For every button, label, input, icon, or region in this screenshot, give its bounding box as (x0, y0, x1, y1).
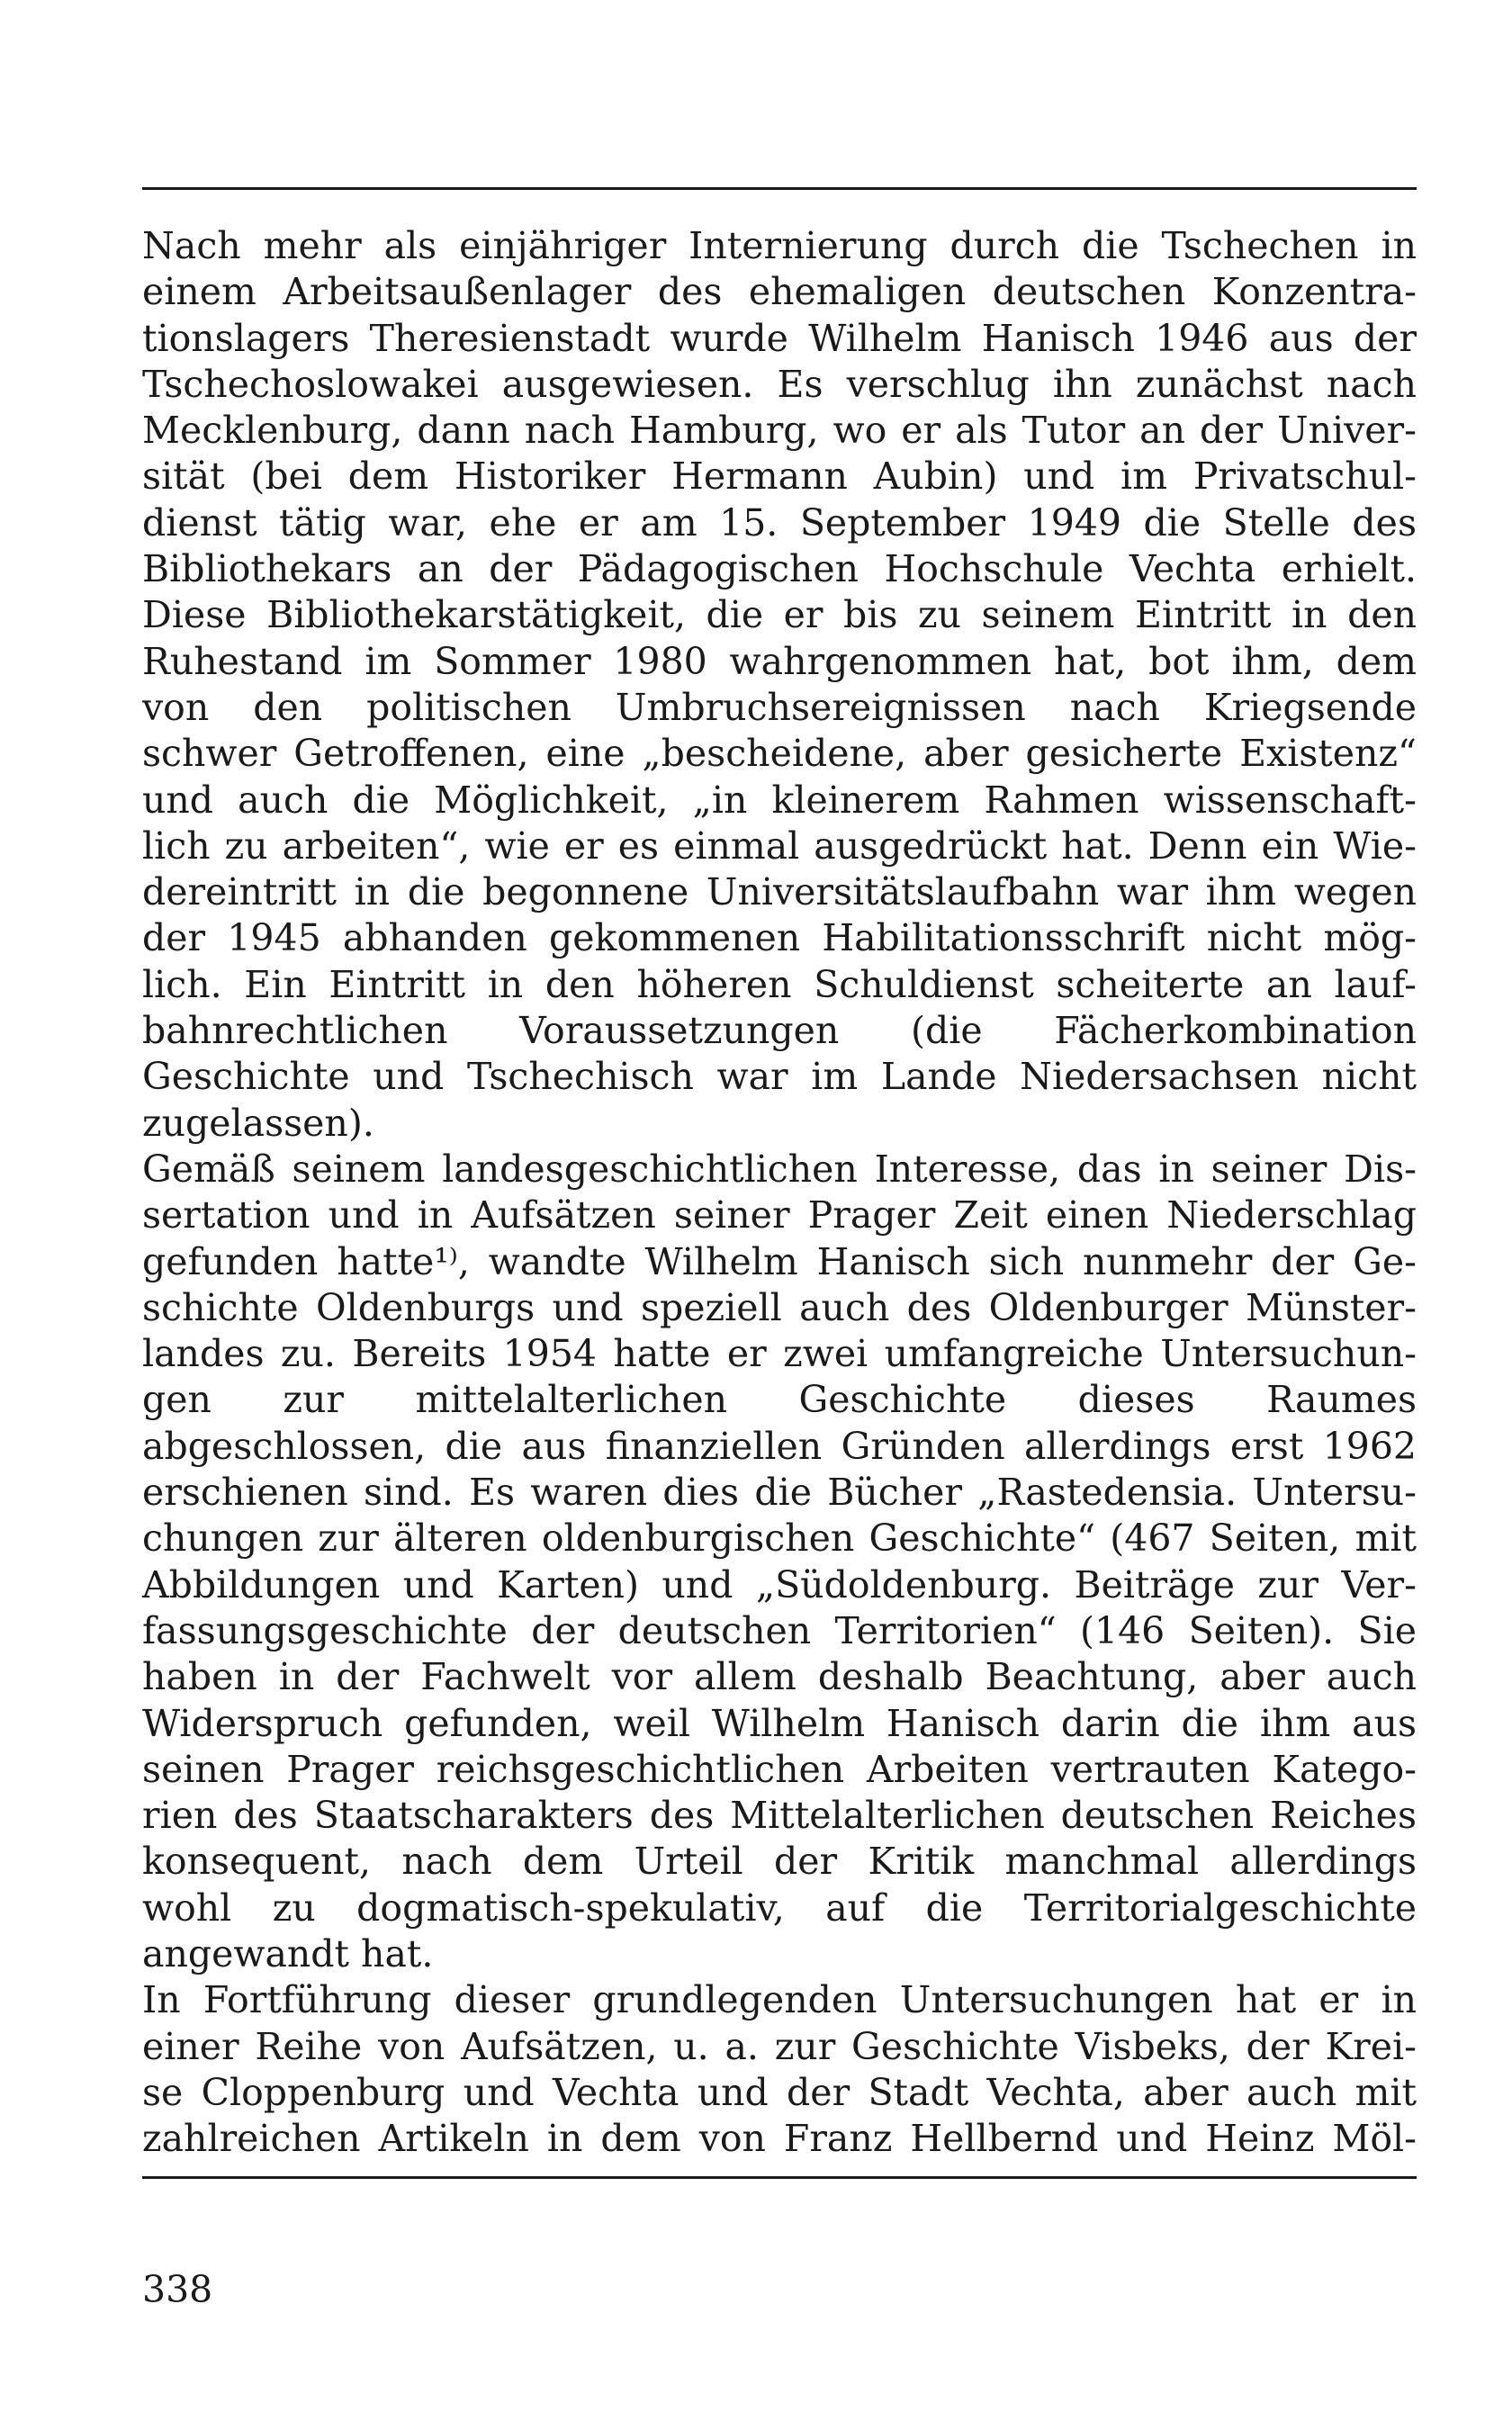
text-line: Geschichte und Tschechisch war im Lande Niedersachsen nicht (142, 1055, 1417, 1099)
text-line: einer Reihe von Aufsätzen, u. a. zur Geschichte Visbeks, der Krei- (142, 2024, 1417, 2068)
page-number: 338 (142, 2268, 213, 2311)
text-line: sertation und in Aufsätzen seiner Prager Zeit einen Niederschlag (142, 1193, 1417, 1238)
text-line: rien des Staatscharakters des Mittelalterlichen deutschen Reiches (142, 1794, 1417, 1838)
text-line: dereintritt in die begonnene Universitätslaufbahn war ihm wegen (142, 870, 1417, 914)
text-line: sität (bei dem Historiker Hermann Aubin) und im Privatschul- (142, 454, 1417, 499)
text-line: lich zu arbeiten“, wie er es einmal ausgedrückt hat. Denn ein Wie- (142, 824, 1417, 868)
text-line: von den politischen Umbruchsereignissen nach Kriegsende (142, 685, 1417, 729)
text-line: der 1945 abhanden gekommenen Habilitationsschrift nicht mög- (142, 916, 1417, 960)
text-line: einem Arbeitsaußenlager des ehemaligen deutschen Konzentra- (142, 270, 1417, 314)
text-line: landes zu. Bereits 1954 hatte er zwei umfangreiche Untersuchun- (142, 1332, 1417, 1376)
text-line: Bibliothekars an der Pädagogischen Hochschule Vechta erhielt. (142, 547, 1417, 591)
text-line: Widerspruch gefunden, weil Wilhelm Hanisch darin die ihm aus (142, 1701, 1417, 1745)
bottom-rule (142, 2176, 1417, 2179)
text-line: Abbildungen und Karten) und „Südoldenburg. Beiträge zur Ver- (142, 1562, 1417, 1606)
text-line: gefunden hatte¹⁾, wandte Wilhelm Hanisch sich nunmehr der Ge- (142, 1239, 1417, 1283)
body-text (142, 223, 1417, 2162)
text-line: In Fortführung dieser grundlegenden Untersuchungen hat er in (142, 1978, 1417, 2022)
text-line: lich. Ein Eintritt in den höheren Schuldienst scheiterte an lauf- (142, 962, 1417, 1006)
text-line: abgeschlossen, die aus finanziellen Gründen allerdings erst 1962 (142, 1424, 1417, 1468)
paragraph-end-line: zugelassen). (142, 1101, 374, 1145)
text-line: bahnrechtlichen Voraussetzungen (die Fächerkombination (142, 1009, 1417, 1053)
text-line: zahlreichen Artikeln in dem von Franz Hellbernd und Heinz Möl- (142, 2117, 1417, 2161)
text-line: Nach mehr als einjähriger Internierung durch die Tschechen in (142, 224, 1417, 267)
text-line: und auch die Möglichkeit, „in kleinerem Rahmen wissenschaft- (142, 778, 1417, 822)
paragraph-end-line: angewandt hat. (142, 1931, 434, 1976)
text-line: chungen zur älteren oldenburgischen Geschichte“ (467 Seiten, mit (142, 1516, 1417, 1561)
text-line: erschienen sind. Es waren dies die Bücher „Rastedensia. Untersu- (142, 1471, 1417, 1515)
text-line: se Cloppenburg und Vechta und der Stadt Vechta, aber auch mit (142, 2070, 1417, 2114)
text-line: seinen Prager reichsgeschichtlichen Arbeiten vertrauten Katego- (142, 1747, 1417, 1791)
text-line: dienst tätig war, ehe er am 15. September 1949 die Stelle des (142, 500, 1417, 544)
text-line: Tschechoslowakei ausgewiesen. Es verschlug ihn zunächst nach (142, 362, 1417, 406)
text-line: Mecklenburg, dann nach Hamburg, wo er als Tutor an der Univer- (142, 409, 1417, 453)
text-line: schwer Getroffenen, eine „bescheidene, aber gesicherte Existenz“ (142, 732, 1417, 776)
text-line: Ruhestand im Sommer 1980 wahrgenommen hat, bot ihm, dem (142, 639, 1417, 683)
text-line: Gemäß seinem landesgeschichtlichen Interesse, das in seiner Dis- (142, 1147, 1417, 1191)
text-line: haben in der Fachwelt vor allem deshalb Beachtung, aber auch (142, 1655, 1417, 1699)
text-line: fassungsgeschichte der deutschen Territorien“ (146 Seiten). Sie (142, 1608, 1417, 1652)
text-line: Diese Bibliothekarstätigkeit, die er bis zu seinem Eintritt in den (142, 593, 1417, 637)
text-line: konsequent, nach dem Urteil der Kritik manchmal allerdings (142, 1840, 1417, 1884)
text-line: tionslagers Theresienstadt wurde Wilhelm Hanisch 1946 aus der (142, 316, 1417, 360)
top-rule (142, 187, 1417, 190)
text-line: gen zur mittelalterlichen Geschichte dieses Raumes (142, 1378, 1417, 1422)
text-line: schichte Oldenburgs und speziell auch des Oldenburger Münster- (142, 1285, 1417, 1329)
text-line: wohl zu dogmatisch-spekulativ, auf die Territorialgeschichte (142, 1886, 1417, 1930)
